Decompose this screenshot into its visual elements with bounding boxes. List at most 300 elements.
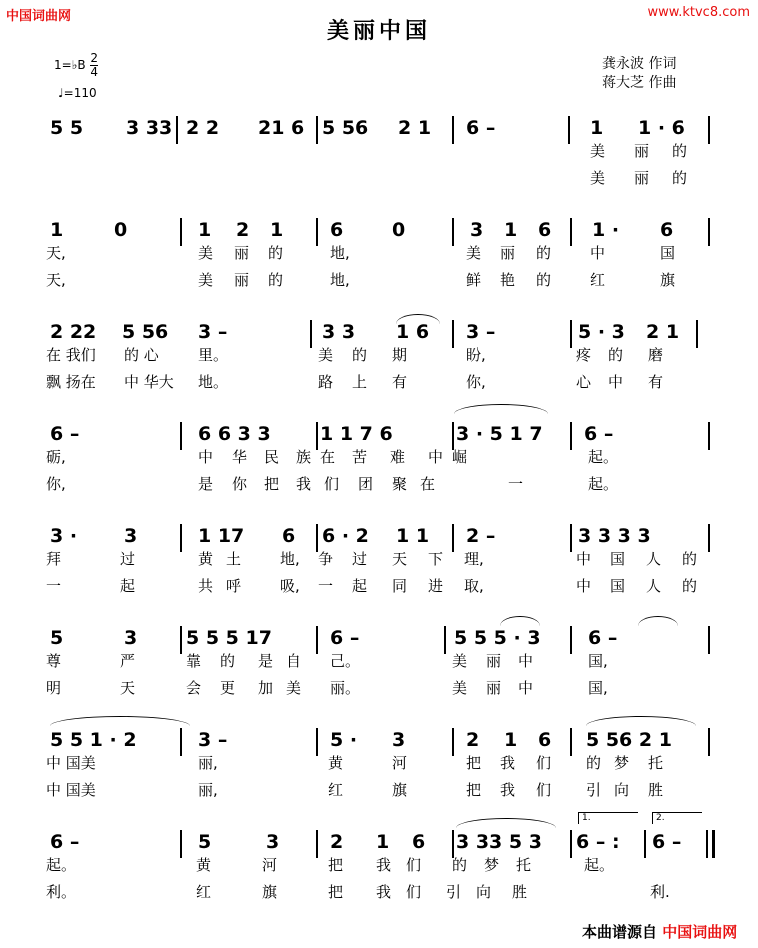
lyric-syllable: 美: [198, 271, 214, 289]
lyric-syllable: 丽: [234, 271, 250, 289]
lyric-syllable: 中 国美: [46, 781, 96, 799]
note-group: 6: [330, 219, 344, 241]
site-url-right[interactable]: www.ktvc8.com: [647, 5, 750, 20]
bar-line: [708, 218, 710, 246]
lyric-syllable: 把: [328, 883, 344, 901]
lyric-syllable: 利.: [650, 883, 670, 901]
lyric-row: [0, 243, 758, 265]
lyric-syllable: 的: [672, 169, 688, 187]
lyric-row: [0, 855, 758, 877]
note-group: 2 1: [646, 321, 680, 343]
bar-line: [708, 728, 710, 756]
lyric-syllable: 地,: [280, 550, 300, 568]
lyric-syllable: 把: [264, 475, 280, 493]
note-group: 5: [198, 831, 212, 853]
lyric-syllable: 托: [648, 754, 664, 772]
time-top: 2: [90, 51, 99, 65]
note-group: 3 ·: [50, 525, 78, 547]
lyric-syllable: 人: [646, 577, 662, 595]
lyric-row: [0, 168, 758, 190]
lyric-syllable: 是: [258, 652, 274, 670]
note-group: 5 5 5 · 3: [454, 627, 541, 649]
note-group: 5 5 5 17: [186, 627, 272, 649]
note-group: 1: [504, 729, 518, 751]
note-group: 3: [470, 219, 484, 241]
note-group: 2: [236, 219, 250, 241]
lyric-syllable: 加: [258, 679, 274, 697]
tempo-marking: ♩=110: [58, 86, 97, 100]
lyric-syllable: 地。: [198, 373, 229, 391]
note-group: 6 –: [330, 627, 360, 649]
lyric-syllable: 华: [232, 448, 248, 466]
lyric-syllable: 丽。: [330, 679, 361, 697]
lyric-syllable: 丽: [234, 244, 250, 262]
lyric-syllable: 呼: [226, 577, 242, 595]
lyric-syllable: 是: [198, 475, 214, 493]
note-group: 6 –: [588, 627, 618, 649]
lyric-syllable: 红: [590, 271, 606, 289]
lyric-syllable: 起: [120, 577, 136, 595]
note-group: 6: [660, 219, 674, 241]
bar-line: [180, 728, 182, 756]
note-group: 3: [124, 525, 138, 547]
lyric-row: [0, 678, 758, 700]
bar-line: [452, 218, 454, 246]
lyric-syllable: 己。: [330, 652, 361, 670]
bar-line: [696, 320, 698, 348]
note-group: 5 56: [322, 117, 369, 139]
time-bottom: 4: [90, 65, 99, 79]
site-name-left[interactable]: 中国词曲网: [6, 9, 72, 24]
time-signature: [90, 52, 98, 79]
bar-line: [568, 116, 570, 144]
lyric-row: [0, 780, 758, 802]
lyric-syllable: 国,: [588, 652, 608, 670]
note-group: 5: [50, 627, 64, 649]
lyric-syllable: 有: [392, 373, 408, 391]
lyric-syllable: 人: [646, 550, 662, 568]
slur: [50, 716, 190, 726]
note-group: 0: [392, 219, 406, 241]
slur: [586, 716, 696, 726]
note-group: 3 –: [198, 321, 228, 343]
note-group: 6: [412, 831, 426, 853]
note-group: 0: [114, 219, 128, 241]
lyric-row: [0, 576, 758, 598]
lyric-syllable: 梦: [484, 856, 500, 874]
note-group: 1: [50, 219, 64, 241]
lyric-syllable: 一: [318, 577, 334, 595]
note-group: 1 1: [396, 525, 430, 547]
second-ending-bracket: 2.: [652, 812, 702, 824]
note-group: 1 1 7 6: [320, 423, 393, 445]
lyric-syllable: 国: [660, 244, 676, 262]
lyric-syllable: 在: [320, 448, 336, 466]
lyric-syllable: 明: [46, 679, 62, 697]
source-credit: [582, 921, 737, 942]
lyric-syllable: 土: [226, 550, 242, 568]
lyric-syllable: 疼: [576, 346, 592, 364]
lyric-syllable: 过: [120, 550, 136, 568]
lyric-row: [0, 549, 758, 571]
note-group: 1: [198, 219, 212, 241]
lyric-syllable: 在: [420, 475, 436, 493]
note-group: 6 –: [652, 831, 682, 853]
bar-line: [706, 830, 708, 858]
lyric-syllable: 把: [328, 856, 344, 874]
bar-line: [316, 218, 318, 246]
lyric-syllable: 美: [286, 679, 302, 697]
note-group: 6 –: [50, 831, 80, 853]
bar-line: [316, 422, 318, 450]
lyric-syllable: 国: [610, 577, 626, 595]
lyric-syllable: 美: [590, 169, 606, 187]
lyric-syllable: 民: [264, 448, 280, 466]
lyric-syllable: 的: [608, 346, 624, 364]
first-ending-bracket: 1.: [578, 812, 638, 824]
lyric-syllable: 的: [672, 142, 688, 160]
note-group: 2 1: [398, 117, 432, 139]
lyric-syllable: 中: [576, 550, 592, 568]
lyric-row: [0, 651, 758, 673]
note-group: 6 · 2: [322, 525, 369, 547]
note-group: 5 56 2 1: [586, 729, 672, 751]
lyric-syllable: 在 我们: [46, 346, 96, 364]
lyric-syllable: 会: [186, 679, 202, 697]
lyric-syllable: 取,: [464, 577, 484, 595]
bar-line: [570, 422, 572, 450]
lyric-syllable: 黄: [196, 856, 212, 874]
lyric-syllable: 的: [586, 754, 602, 772]
note-group: 6 –: [50, 423, 80, 445]
lyric-syllable: 美: [198, 244, 214, 262]
lyric-syllable: 中 华大: [124, 373, 174, 391]
lyric-syllable: 丽: [500, 244, 516, 262]
lyric-syllable: 我: [500, 781, 516, 799]
lyric-syllable: 地,: [330, 271, 350, 289]
lyric-syllable: 鲜: [466, 271, 482, 289]
note-group: 1 17: [198, 525, 245, 547]
lyric-syllable: 的: [268, 271, 284, 289]
lyric-syllable: 下: [428, 550, 444, 568]
lyric-syllable: 美: [318, 346, 334, 364]
lyric-syllable: 聚: [392, 475, 408, 493]
lyric-syllable: 我: [500, 754, 516, 772]
source-prefix: 本曲谱源自: [582, 923, 658, 941]
note-group: 2 –: [466, 525, 496, 547]
lyric-syllable: 理,: [464, 550, 484, 568]
lyric-syllable: 的: [268, 244, 284, 262]
note-group: 1 ·: [592, 219, 620, 241]
bar-line: [452, 524, 454, 552]
note-group: 3 –: [466, 321, 496, 343]
lyric-syllable: 你,: [466, 373, 486, 391]
lyric-syllable: 严: [120, 652, 136, 670]
lyric-syllable: 红: [196, 883, 212, 901]
lyric-row: [0, 882, 758, 904]
lyric-row: [0, 474, 758, 496]
bar-line: [180, 830, 182, 858]
lyric-syllable: 向: [614, 781, 630, 799]
lyric-syllable: 们: [406, 883, 422, 901]
lyric-syllable: 期: [392, 346, 408, 364]
note-group: 1: [270, 219, 284, 241]
lyric-syllable: 的: [220, 652, 236, 670]
lyric-syllable: 起。: [588, 475, 619, 493]
lyric-syllable: 中: [518, 652, 534, 670]
bar-line: [316, 524, 318, 552]
composer-credit: 蒋大芝 作曲: [602, 75, 677, 91]
lyric-syllable: 国: [610, 550, 626, 568]
bar-line: [316, 728, 318, 756]
lyric-syllable: 崛: [452, 448, 468, 466]
bar-line: [180, 218, 182, 246]
lyricist-credit: 龚永波 作词: [602, 56, 677, 72]
note-group: 21 6: [258, 117, 305, 139]
lyric-syllable: 们: [406, 856, 422, 874]
lyric-syllable: 盼,: [466, 346, 486, 364]
lyric-syllable: 中: [576, 577, 592, 595]
lyric-row: [0, 372, 758, 394]
bar-line: [452, 728, 454, 756]
lyric-row: [0, 345, 758, 367]
note-group: 5 5 1 · 2: [50, 729, 137, 751]
note-group: 2 2: [186, 117, 220, 139]
lyric-syllable: 黄: [328, 754, 344, 772]
song-title: 美丽中国: [326, 18, 431, 44]
note-group: 6: [538, 729, 552, 751]
lyric-syllable: 中: [518, 679, 534, 697]
bar-line: [316, 830, 318, 858]
lyric-syllable: 旗: [392, 781, 408, 799]
lyric-syllable: 族: [296, 448, 312, 466]
lyric-syllable: 引: [446, 883, 462, 901]
note-group: 3: [124, 627, 138, 649]
note-group: 6: [282, 525, 296, 547]
lyric-syllable: 起: [352, 577, 368, 595]
note-group: 3 33 5 3: [456, 831, 542, 853]
bar-line: [316, 626, 318, 654]
notation-row: [0, 116, 758, 144]
lyric-syllable: 国,: [588, 679, 608, 697]
lyric-syllable: 的: [452, 856, 468, 874]
notation-row: [0, 524, 758, 552]
lyric-syllable: 飘 扬在: [46, 373, 96, 391]
lyric-syllable: 艳: [500, 271, 516, 289]
note-group: 1: [590, 117, 604, 139]
note-group: 2: [330, 831, 344, 853]
lyric-syllable: 团: [358, 475, 374, 493]
lyric-syllable: 更: [220, 679, 236, 697]
lyric-syllable: 心: [576, 373, 592, 391]
lyric-row: [0, 447, 758, 469]
lyric-syllable: 美: [466, 244, 482, 262]
lyric-syllable: 有: [648, 373, 664, 391]
note-group: 3 3 3 3: [578, 525, 651, 547]
note-group: 1: [376, 831, 390, 853]
lyric-syllable: 砺,: [46, 448, 66, 466]
lyric-syllable: 里。: [198, 346, 229, 364]
lyric-syllable: 的: [682, 550, 698, 568]
notation-row: [0, 422, 758, 450]
lyric-syllable: 天: [120, 679, 136, 697]
bar-line: [570, 218, 572, 246]
lyric-syllable: 你,: [46, 475, 66, 493]
note-group: 5 ·: [330, 729, 358, 751]
lyric-syllable: 们: [536, 754, 552, 772]
lyric-syllable: 河: [262, 856, 278, 874]
note-group: 3 · 5 1 7: [456, 423, 543, 445]
note-group: 1 6: [396, 321, 430, 343]
bar-line: [452, 830, 454, 858]
lyric-syllable: 胜: [648, 781, 664, 799]
bar-line: [570, 830, 572, 858]
bar-line: [452, 320, 454, 348]
note-group: 6 –: [584, 423, 614, 445]
key-signature: [54, 52, 98, 79]
note-group: 2 22: [50, 321, 97, 343]
notation-row: [0, 830, 758, 858]
lyric-syllable: 上: [352, 373, 368, 391]
lyric-syllable: 丽,: [198, 781, 218, 799]
slur: [396, 314, 440, 324]
lyric-syllable: 利。: [46, 883, 77, 901]
lyric-syllable: 过: [352, 550, 368, 568]
lyric-syllable: 把: [466, 781, 482, 799]
note-group: 1 · 6: [638, 117, 685, 139]
bar-line: [444, 626, 446, 654]
lyric-syllable: 一: [508, 475, 524, 493]
lyric-syllable: 拜: [46, 550, 62, 568]
lyric-syllable: 起。: [588, 448, 619, 466]
bar-line: [708, 116, 710, 144]
note-group: 3: [266, 831, 280, 853]
lyric-syllable: 尊: [46, 652, 62, 670]
lyric-syllable: 地,: [330, 244, 350, 262]
slur: [454, 404, 548, 414]
lyric-syllable: 梦: [614, 754, 630, 772]
lyric-syllable: 的: [682, 577, 698, 595]
lyric-syllable: 磨: [648, 346, 664, 364]
notation-row: [0, 626, 758, 654]
final-double-bar: [712, 830, 715, 858]
bar-line: [180, 524, 182, 552]
lyric-syllable: 争: [318, 550, 334, 568]
source-site-link[interactable]: 中国词曲网: [662, 923, 738, 941]
slur: [638, 616, 678, 626]
lyric-syllable: 美: [452, 679, 468, 697]
note-group: 3 3: [322, 321, 356, 343]
lyric-syllable: 中: [428, 448, 444, 466]
lyric-syllable: 向: [476, 883, 492, 901]
lyric-syllable: 的: [536, 271, 552, 289]
lyric-syllable: 一: [46, 577, 62, 595]
note-group: 5 · 3: [578, 321, 625, 343]
note-group: 3 33: [126, 117, 173, 139]
note-group: 5 5: [50, 117, 84, 139]
lyric-syllable: 难: [390, 448, 406, 466]
lyric-syllable: 们: [324, 475, 340, 493]
note-group: 3: [392, 729, 406, 751]
lyric-syllable: 起。: [584, 856, 615, 874]
notation-row: [0, 728, 758, 756]
bar-line: [570, 626, 572, 654]
key-label: 1=♭B: [54, 58, 86, 72]
lyric-syllable: 天,: [46, 271, 66, 289]
note-group: 6 –: [466, 117, 496, 139]
bar-line: [708, 524, 710, 552]
lyric-syllable: 中: [608, 373, 624, 391]
lyric-syllable: 我: [376, 883, 392, 901]
lyric-syllable: 托: [516, 856, 532, 874]
lyric-syllable: 天: [392, 550, 408, 568]
bar-line: [570, 728, 572, 756]
lyric-syllable: 的: [536, 244, 552, 262]
lyric-syllable: 丽: [634, 169, 650, 187]
note-group: 5 56: [122, 321, 169, 343]
lyric-syllable: 丽: [486, 679, 502, 697]
credits: [602, 55, 676, 93]
lyric-syllable: 进: [428, 577, 444, 595]
lyric-syllable: 丽,: [198, 754, 218, 772]
bar-line: [180, 626, 182, 654]
lyric-row: [0, 270, 758, 292]
lyric-syllable: 引: [586, 781, 602, 799]
bar-line: [452, 116, 454, 144]
bar-line: [452, 422, 454, 450]
lyric-row: [0, 141, 758, 163]
lyric-syllable: 靠: [186, 652, 202, 670]
note-group: 6 – :: [576, 831, 620, 853]
bar-line: [176, 116, 178, 144]
bar-line: [316, 116, 318, 144]
lyric-syllable: 美: [590, 142, 606, 160]
lyric-syllable: 旗: [660, 271, 676, 289]
lyric-syllable: 你: [232, 475, 248, 493]
slur: [500, 616, 540, 626]
note-group: 6: [538, 219, 552, 241]
lyric-syllable: 胜: [512, 883, 528, 901]
notation-row: [0, 218, 758, 246]
lyric-syllable: 黄: [198, 550, 214, 568]
bar-line: [644, 830, 646, 858]
bar-line: [180, 422, 182, 450]
slur: [456, 818, 556, 828]
lyric-syllable: 自: [286, 652, 302, 670]
lyric-syllable: 中: [590, 244, 606, 262]
bar-line: [310, 320, 312, 348]
lyric-syllable: 天,: [46, 244, 66, 262]
lyric-syllable: 们: [536, 781, 552, 799]
lyric-syllable: 红: [328, 781, 344, 799]
lyric-syllable: 吸,: [280, 577, 300, 595]
lyric-syllable: 苦: [352, 448, 368, 466]
note-group: 1: [504, 219, 518, 241]
bar-line: [570, 524, 572, 552]
note-group: 3 –: [198, 729, 228, 751]
lyric-syllable: 丽: [634, 142, 650, 160]
lyric-syllable: 同: [392, 577, 408, 595]
lyric-syllable: 把: [466, 754, 482, 772]
lyric-syllable: 中: [198, 448, 214, 466]
lyric-syllable: 共: [198, 577, 214, 595]
bar-line: [570, 320, 572, 348]
lyric-syllable: 路: [318, 373, 334, 391]
lyric-syllable: 河: [392, 754, 408, 772]
lyric-syllable: 旗: [262, 883, 278, 901]
lyric-syllable: 我: [296, 475, 312, 493]
lyric-syllable: 的: [352, 346, 368, 364]
